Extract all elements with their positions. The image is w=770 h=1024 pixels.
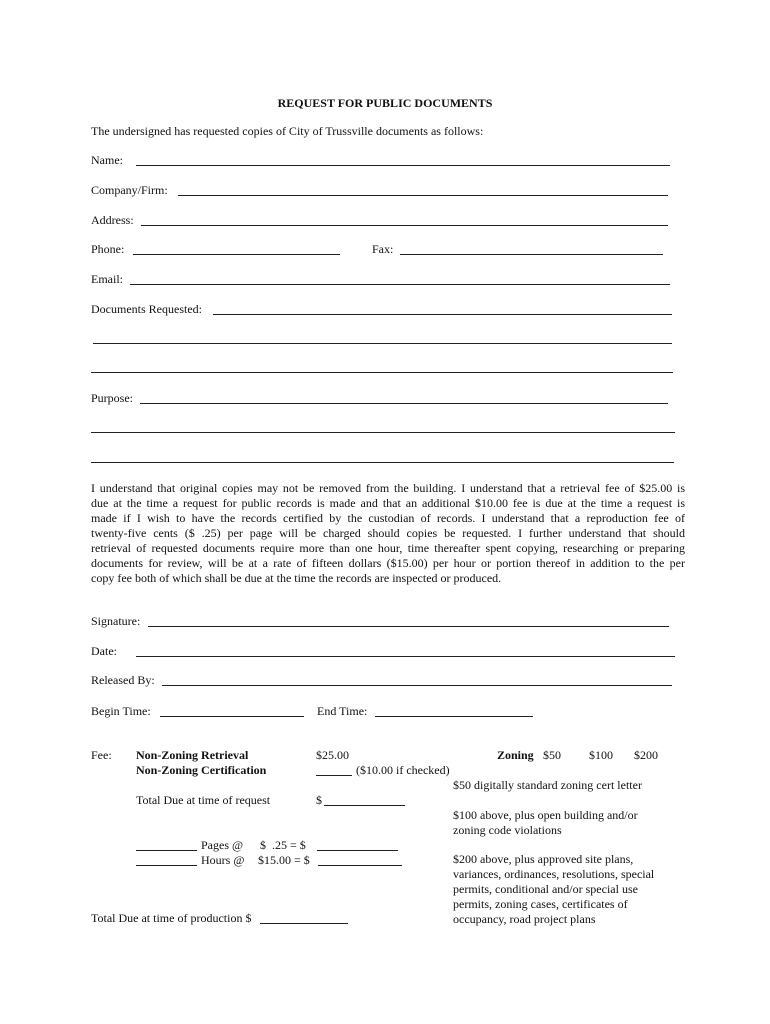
zoning-desc-200-line: $200 above, plus approved site plans, <box>453 852 634 866</box>
purpose-field-line-3[interactable] <box>91 462 674 463</box>
total-production-label: Total Due at time of production $ <box>91 911 252 925</box>
end-time-field[interactable] <box>375 716 533 717</box>
date-label: Date: <box>91 644 117 658</box>
total-production-field[interactable] <box>260 923 348 924</box>
form-intro: The undersigned has requested copies of City of Trussville documents as follows: <box>91 124 484 138</box>
name-label: Name: <box>91 153 123 167</box>
purpose-field-line-2[interactable] <box>91 432 675 433</box>
zoning-desc-100-line: $100 above, plus open building and/or <box>453 808 638 822</box>
statement-line: due at the time a request for public records is made and that an additional $10.00 fee is due at the time a request is <box>91 496 685 510</box>
hours-total-field[interactable] <box>318 865 402 866</box>
purpose-label: Purpose: <box>91 391 133 405</box>
phone-label: Phone: <box>91 242 125 256</box>
statement-line: I understand that original copies may not be removed from the building. I understand that a retrieval fee of $25.00 is <box>91 481 685 495</box>
zoning-desc-50: $50 digitally standard zoning cert letter <box>453 778 642 792</box>
hours-rate: $15.00 = $ <box>258 853 310 867</box>
zoning-label: Zoning <box>497 748 534 762</box>
signature-field[interactable] <box>148 626 669 627</box>
statement-paragraph <box>91 481 685 586</box>
zoning-desc-200-line: occupancy, road project plans <box>453 912 596 926</box>
documents-field-line-2[interactable] <box>93 343 672 344</box>
email-field[interactable] <box>130 284 670 285</box>
zoning-price-50[interactable]: $50 <box>543 748 561 762</box>
purpose-field[interactable] <box>140 403 668 404</box>
statement-line: documents for review, will be at a rate of fifteen dollars ($15.00) per hour or portion thereof in addition to the per <box>91 556 685 570</box>
fax-label: Fax: <box>372 242 394 256</box>
certification-label: Non-Zoning Certification <box>136 763 267 777</box>
fee-label: Fee: <box>91 748 112 762</box>
documents-field[interactable] <box>213 314 672 315</box>
begin-time-label: Begin Time: <box>91 704 151 718</box>
zoning-price-200[interactable]: $200 <box>634 748 658 762</box>
statement-line: twenty-five cents ($ .25) per page will be charged should copies be requested. I further understand that should <box>91 526 685 540</box>
zoning-desc-100-line: zoning code violations <box>453 823 562 837</box>
company-label: Company/Firm: <box>91 183 168 197</box>
retrieval-amount: $25.00 <box>316 748 349 762</box>
signature-label: Signature: <box>91 614 141 628</box>
certification-checkbox-line[interactable] <box>316 775 352 776</box>
released-by-label: Released By: <box>91 673 155 687</box>
hours-count-field[interactable] <box>136 865 197 866</box>
zoning-desc-200-line: variances, ordinances, resolutions, special <box>453 867 655 881</box>
documents-label: Documents Requested: <box>91 302 202 316</box>
total-request-label: Total Due at time of request <box>136 793 271 807</box>
retrieval-label: Non-Zoning Retrieval <box>136 748 249 762</box>
pages-rate: $ .25 = $ <box>260 838 306 852</box>
end-time-label: End Time: <box>317 704 368 718</box>
statement-line: copy fee both of which shall be due at the time the records are inspected or produced. <box>91 571 502 585</box>
name-field[interactable] <box>136 165 670 166</box>
phone-field[interactable] <box>133 254 340 255</box>
address-field[interactable] <box>141 225 668 226</box>
zoning-price-100[interactable]: $100 <box>589 748 613 762</box>
date-field[interactable] <box>136 656 675 657</box>
pages-label: Pages @ <box>201 838 244 852</box>
begin-time-field[interactable] <box>160 716 304 717</box>
pages-count-field[interactable] <box>136 850 197 851</box>
address-label: Address: <box>91 213 134 227</box>
fax-field[interactable] <box>400 254 663 255</box>
email-label: Email: <box>91 272 123 286</box>
company-field[interactable] <box>178 195 668 196</box>
statement-line: made if I wish to have the records certified by the custodian of records. I understand that a reproduction fee of <box>91 511 685 525</box>
zoning-desc-200-line: permits, conditional and/or special use <box>453 882 638 896</box>
released-by-field[interactable] <box>162 685 672 686</box>
hours-label: Hours @ <box>201 853 245 867</box>
documents-field-line-3[interactable] <box>91 372 673 373</box>
form-title: REQUEST FOR PUBLIC DOCUMENTS <box>277 96 493 110</box>
zoning-desc-200-line: permits, zoning cases, certificates of <box>453 897 628 911</box>
certification-amount: ($10.00 if checked) <box>356 763 450 777</box>
total-request-field[interactable] <box>324 805 405 806</box>
pages-total-field[interactable] <box>317 850 398 851</box>
statement-line: retrieval of requested documents require more than one hour, time thereafter spent copying, researching or preparing <box>91 541 685 555</box>
total-request-dollar: $ <box>316 793 322 807</box>
